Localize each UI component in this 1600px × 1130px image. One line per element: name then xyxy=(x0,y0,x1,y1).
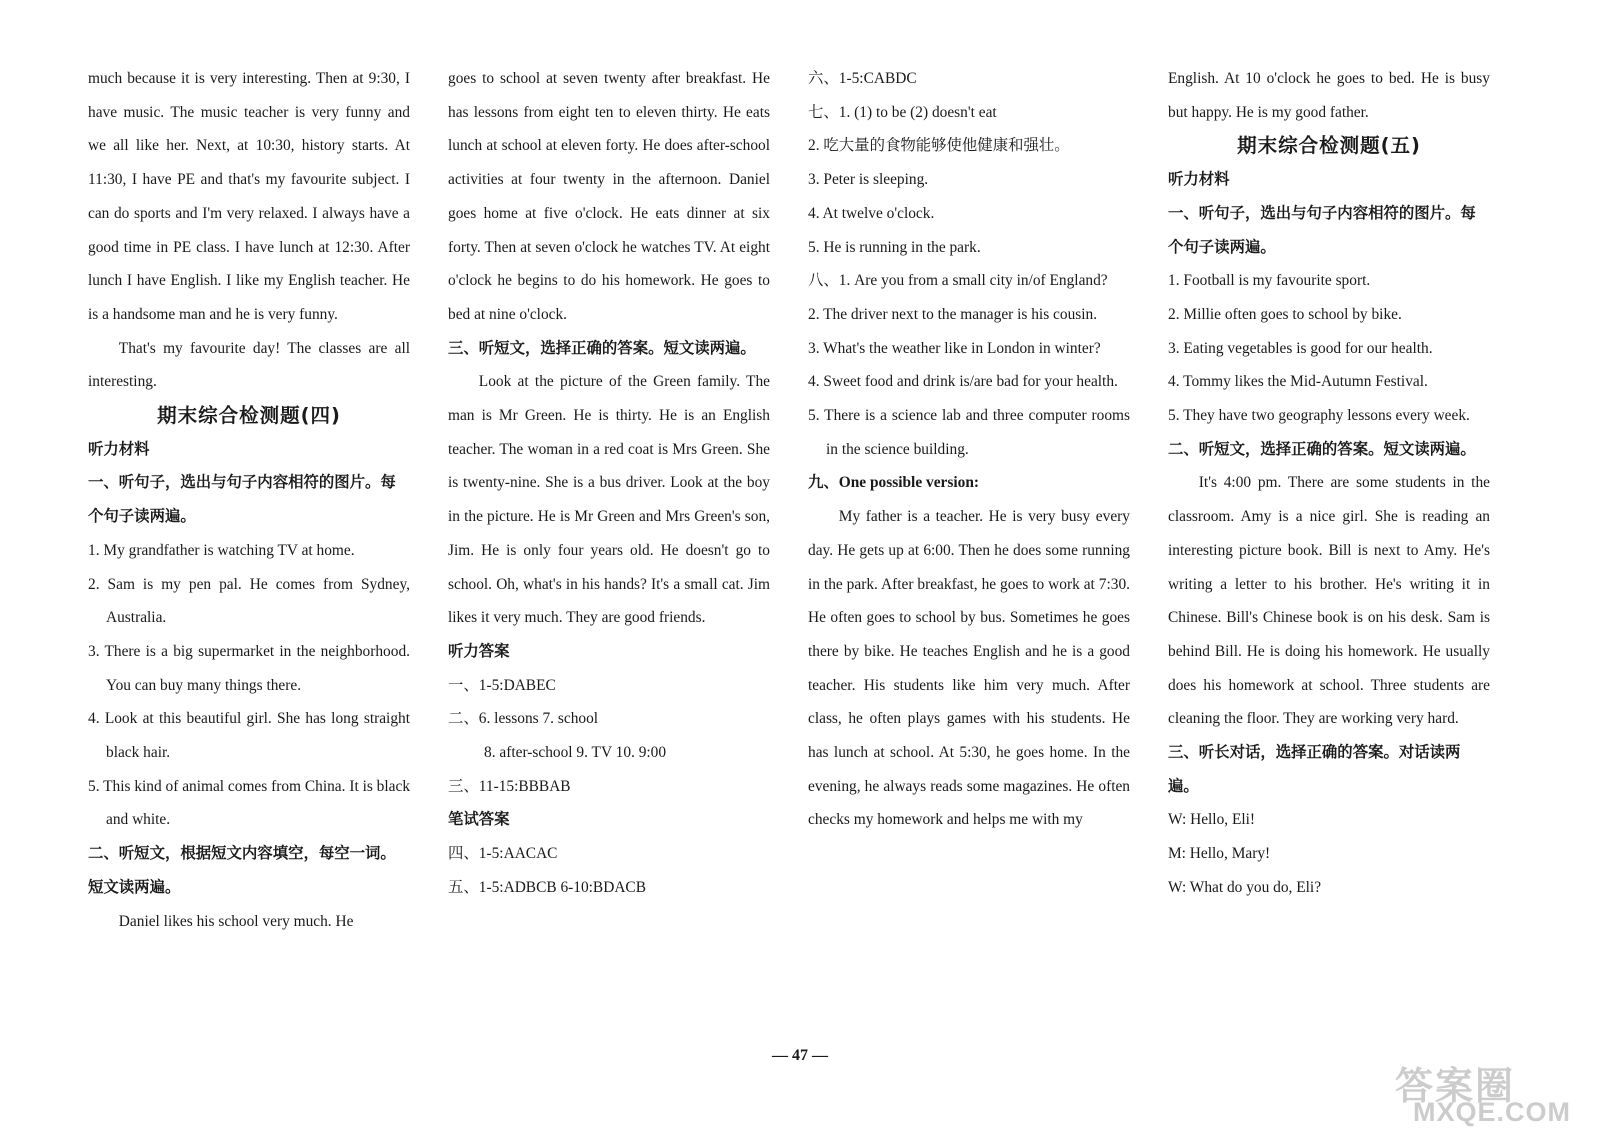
section-heading: 听力材料 xyxy=(1168,170,1230,189)
text-line: W: What do you do, Eli? xyxy=(1168,878,1322,896)
text-line: 5. They have two geography lessons every week. xyxy=(1168,407,1470,425)
text-line: 七、1. (1) to be (2) doesn't eat xyxy=(808,103,997,121)
text-line: 1. Football is my favourite sport. xyxy=(1168,272,1371,290)
paragraph: That's my favourite day! The classes are all interesting. xyxy=(88,339,410,391)
text-line: 2. Sam is my pen pal. He comes from Sydney, Australia. xyxy=(88,575,410,627)
text-line: 五、1-5:ADBCB 6-10:BDACB xyxy=(448,878,646,896)
text-line: English. At 10 o'clock he goes to bed. He is busy but happy. He is my good father. xyxy=(1168,70,1490,121)
section-heading: 一、听句子，选出与句子内容相符的图片。每个句子读两遍。 xyxy=(88,473,396,526)
column-2 xyxy=(448,62,770,905)
text-line: much because it is very interesting. Then at 9:30, I have music. The music teacher is very funny and we all like her. Next, at 10:30, history starts. At 11:30, I have PE and that's my favourite subject. I can do sports and I'm very relaxed. I always have a good time in PE class. I have lunch at 12:30. After lunch I have English. I like my English teacher. He is a handsome man and he is very funny. xyxy=(88,70,410,323)
paragraph: My father is a teacher. He is very busy every day. He gets up at 6:00. Then he does some running in the park. After breakfast, he goes to work at 7:30. He often goes to school by bus. Sometimes he goes there by bike. He teaches English and he is a good teacher. His students like him very much. After class, he often plays games with his students. He has lunch at school. At 5:30, he goes home. In the evening, he always reads some magazines. He often checks my homework and helps me with my xyxy=(808,508,1130,829)
section-title: 期末综合检测题(五) xyxy=(1237,134,1421,158)
text-line: 四、1-5:AACAC xyxy=(448,845,558,863)
text-line: 三、11-15:BBBAB xyxy=(448,777,571,795)
column-3 xyxy=(808,62,1130,837)
paragraph: Look at the picture of the Green family. The man is Mr Green. He is thirty. He is an English teacher. The woman in a red coat is Mrs Green. She is twenty-nine. She is a bus driver. Look at the boy in the picture. He is Mr Green and Mrs Green's son, Jim. He is only four years old. He doesn't go to school. Oh, what's in his hands? It's a small cat. Jim likes it very much. They are good friends. xyxy=(448,373,770,627)
paragraph: Daniel likes his school very much. He xyxy=(118,912,354,930)
section-heading: 笔试答案 xyxy=(448,810,510,829)
watermark-cn: 答案圈 xyxy=(1395,1064,1516,1108)
text-line: 八、1. Are you from a small city in/of England? xyxy=(808,272,1108,290)
text-line: 5. There is a science lab and three computer rooms in the science building. xyxy=(808,407,1130,458)
text-line: goes to school at seven twenty after breakfast. He has lessons from eight ten to eleven thirty. He eats lunch at school at eleven forty. He does after-school activities at four twenty in the afternoon. Daniel goes home at five o'clock. He eats dinner at six forty. Then at seven o'clock he watches TV. At eight o'clock he begins to do his homework. He goes to bed at nine o'clock. xyxy=(448,70,770,323)
paragraph: It's 4:00 pm. There are some students in the classroom. Amy is a nice girl. She is reading an interesting picture book. Bill is next to Amy. He's writing a letter to his brother. He's writing it in Chinese. Bill's Chinese book is on his desk. Sam is behind Bill. He is doing his homework. He usually does his homework at school. Three students are cleaning the floor. They are working very hard. xyxy=(1168,474,1490,728)
column-4 xyxy=(1168,62,1490,905)
text-line: 4. At twelve o'clock. xyxy=(808,204,935,222)
text-line: 3. Eating vegetables is good for our health. xyxy=(1168,339,1433,357)
text-line: 5. He is running in the park. xyxy=(808,238,981,256)
text-line: 六、1-5:CABDC xyxy=(808,70,917,87)
text-line: 2. Millie often goes to school by bike. xyxy=(1168,305,1402,323)
text-line: 4. Look at this beautiful girl. She has long straight black hair. xyxy=(88,710,410,762)
text-line: 3. Peter is sleeping. xyxy=(808,171,929,189)
section-heading: 三、听长对话，选择正确的答案。对话读两遍。 xyxy=(1168,743,1461,795)
text-line: 二、6. lessons 7. school xyxy=(448,710,599,728)
text-line: 3. What's the weather like in London in winter? xyxy=(808,339,1101,357)
text-line: 5. This kind of animal comes from China. It is black and white. xyxy=(88,777,411,829)
text-line: 3. There is a big supermarket in the neighborhood. You can buy many things there. xyxy=(88,642,410,694)
text-line: 2. The driver next to the manager is his cousin. xyxy=(808,305,1098,323)
section-heading: 三、听短文，选择正确的答案。短文读两遍。 xyxy=(448,338,756,357)
watermark-en: MXQE.COM xyxy=(1413,1097,1572,1127)
section-heading: 听力材料 xyxy=(88,439,150,458)
text-line: 4. Tommy likes the Mid-Autumn Festival. xyxy=(1168,373,1428,391)
section-heading: 一、听句子，选出与句子内容相符的图片。每个句子读两遍。 xyxy=(1168,203,1476,256)
watermark-logo xyxy=(1385,1055,1585,1127)
section-title: 期末综合检测题(四) xyxy=(157,404,341,428)
text-line: W: Hello, Eli! xyxy=(1168,811,1256,829)
text-line: 8. after-school 9. TV 10. 9:00 xyxy=(484,744,667,762)
text-line: 九、One possible version: xyxy=(808,474,980,492)
text-line: 一、1-5:DABEC xyxy=(448,676,556,694)
text-line: 4. Sweet food and drink is/are bad for your health. xyxy=(808,373,1118,391)
section-heading: 听力答案 xyxy=(448,641,510,660)
text-line: 2. 吃大量的食物能够使他健康和强壮。 xyxy=(808,137,1070,155)
page-number: — 47 — xyxy=(772,1047,828,1064)
column-1 xyxy=(88,62,410,938)
section-heading: 二、听短文，选择正确的答案。短文读两遍。 xyxy=(1168,439,1476,458)
text-line: M: Hello, Mary! xyxy=(1168,845,1271,863)
section-heading: 二、听短文，根据短文内容填空，每空一词。短文读两遍。 xyxy=(88,844,396,896)
text-line: 1. My grandfather is watching TV at home. xyxy=(88,541,355,559)
